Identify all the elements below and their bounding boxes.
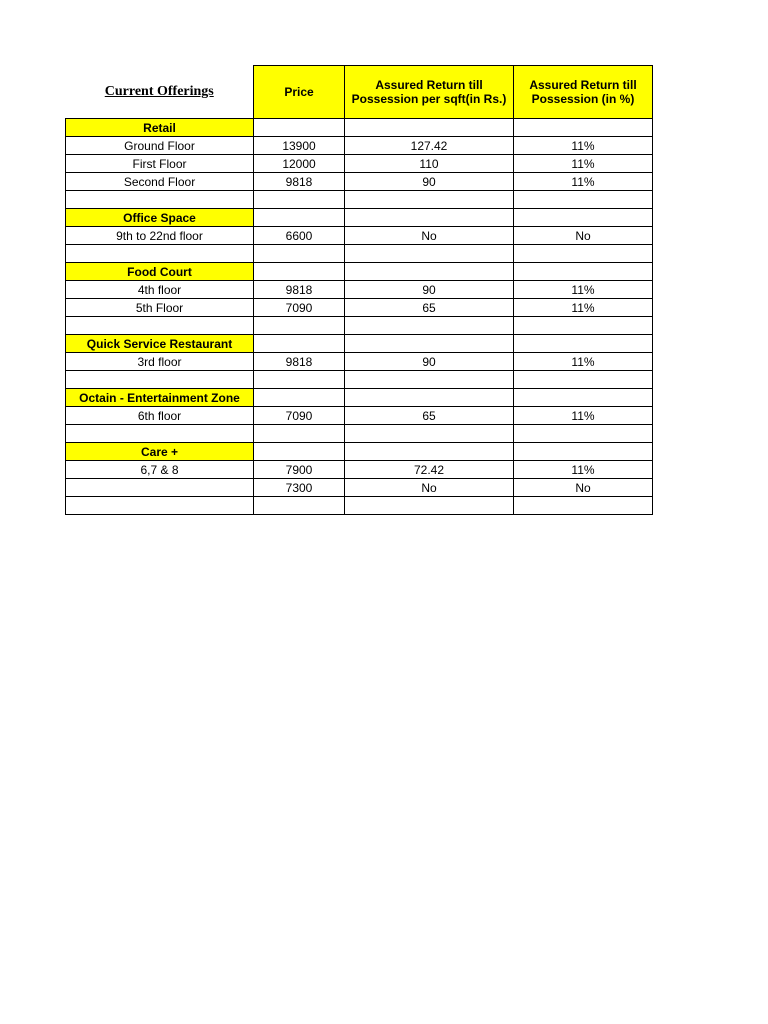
spacer-row — [66, 191, 653, 209]
return-pct-cell: 11% — [514, 353, 653, 371]
page-title: Current Offerings — [104, 83, 214, 99]
empty-cell — [514, 335, 653, 353]
table-row — [66, 479, 653, 497]
empty-cell — [514, 209, 653, 227]
empty-cell — [66, 371, 254, 389]
empty-cell — [66, 317, 254, 335]
row-label: 9th to 22nd floor — [66, 227, 254, 245]
empty-cell — [66, 425, 254, 443]
title-cell — [66, 66, 254, 119]
empty-cell — [514, 389, 653, 407]
return-sqft-cell: 127.42 — [345, 137, 514, 155]
empty-cell — [514, 371, 653, 389]
row-label: 3rd floor — [66, 353, 254, 371]
section-row-care — [66, 443, 653, 461]
empty-cell — [254, 263, 345, 281]
empty-cell — [345, 335, 514, 353]
price-cell: 9818 — [254, 173, 345, 191]
price-cell: 9818 — [254, 281, 345, 299]
empty-cell — [514, 263, 653, 281]
return-sqft-cell: No — [345, 227, 514, 245]
return-pct-cell: 11% — [514, 155, 653, 173]
price-cell: 7900 — [254, 461, 345, 479]
empty-cell — [254, 497, 345, 515]
empty-cell — [514, 119, 653, 137]
return-sqft-cell: 90 — [345, 353, 514, 371]
return-sqft-cell: 110 — [345, 155, 514, 173]
empty-cell — [254, 389, 345, 407]
spacer-row — [66, 245, 653, 263]
return-pct-cell: 11% — [514, 407, 653, 425]
spacer-row — [66, 425, 653, 443]
section-row-office — [66, 209, 653, 227]
empty-cell — [514, 497, 653, 515]
table-row — [66, 173, 653, 191]
empty-cell — [514, 245, 653, 263]
section-label-care: Care + — [66, 443, 254, 461]
return-sqft-cell: 72.42 — [345, 461, 514, 479]
empty-cell — [254, 245, 345, 263]
price-cell: 9818 — [254, 353, 345, 371]
table-row — [66, 227, 653, 245]
row-label: First Floor — [66, 155, 254, 173]
row-label: Ground Floor — [66, 137, 254, 155]
row-label: 5th Floor — [66, 299, 254, 317]
return-sqft-header: Assured Return till Possession per sqft(in Rs.) — [345, 66, 514, 119]
empty-cell — [345, 497, 514, 515]
price-cell: 7300 — [254, 479, 345, 497]
empty-cell — [345, 425, 514, 443]
spacer-row — [66, 371, 653, 389]
empty-cell — [66, 191, 254, 209]
section-label-retail: Retail — [66, 119, 254, 137]
section-label-octain: Octain - Entertainment Zone — [66, 389, 254, 407]
price-cell: 13900 — [254, 137, 345, 155]
return-sqft-cell: 65 — [345, 407, 514, 425]
table-row — [66, 281, 653, 299]
empty-cell — [345, 371, 514, 389]
empty-cell — [254, 119, 345, 137]
empty-cell — [66, 497, 254, 515]
empty-cell — [514, 425, 653, 443]
return-sqft-cell: 65 — [345, 299, 514, 317]
table-row — [66, 137, 653, 155]
empty-cell — [66, 245, 254, 263]
empty-cell — [345, 245, 514, 263]
header-row — [66, 66, 653, 119]
empty-cell — [254, 335, 345, 353]
return-pct-cell: No — [514, 479, 653, 497]
empty-cell — [345, 317, 514, 335]
return-pct-cell: 11% — [514, 281, 653, 299]
price-cell: 7090 — [254, 299, 345, 317]
section-label-food-court: Food Court — [66, 263, 254, 281]
spacer-row — [66, 497, 653, 515]
section-row-qsr — [66, 335, 653, 353]
empty-cell — [345, 443, 514, 461]
empty-cell — [254, 317, 345, 335]
table-row — [66, 353, 653, 371]
row-label: 6,7 & 8 — [66, 461, 254, 479]
return-pct-cell: 11% — [514, 299, 653, 317]
return-sqft-cell: 90 — [345, 173, 514, 191]
empty-cell — [514, 443, 653, 461]
empty-cell — [345, 263, 514, 281]
section-row-food-court — [66, 263, 653, 281]
empty-cell — [514, 191, 653, 209]
return-sqft-cell: No — [345, 479, 514, 497]
empty-cell — [345, 389, 514, 407]
section-label-qsr: Quick Service Restaurant — [66, 335, 254, 353]
price-cell: 12000 — [254, 155, 345, 173]
table-row — [66, 299, 653, 317]
empty-cell — [345, 209, 514, 227]
empty-cell — [345, 119, 514, 137]
empty-cell — [254, 371, 345, 389]
return-pct-header: Assured Return till Possession (in %) — [514, 66, 653, 119]
price-header: Price — [254, 66, 345, 119]
section-label-office: Office Space — [66, 209, 254, 227]
return-pct-cell: 11% — [514, 461, 653, 479]
table-row — [66, 461, 653, 479]
empty-cell — [514, 317, 653, 335]
empty-cell — [254, 191, 345, 209]
empty-cell — [254, 443, 345, 461]
price-cell: 7090 — [254, 407, 345, 425]
row-label: 4th floor — [66, 281, 254, 299]
empty-cell — [345, 191, 514, 209]
row-label: 6th floor — [66, 407, 254, 425]
return-pct-cell: 11% — [514, 137, 653, 155]
table-row — [66, 155, 653, 173]
row-label: Second Floor — [66, 173, 254, 191]
empty-cell — [254, 425, 345, 443]
section-row-octain — [66, 389, 653, 407]
section-row-retail — [66, 119, 653, 137]
return-pct-cell: 11% — [514, 173, 653, 191]
row-label — [66, 479, 254, 497]
table-row — [66, 407, 653, 425]
offerings-table — [65, 65, 653, 515]
spacer-row — [66, 317, 653, 335]
empty-cell — [254, 209, 345, 227]
price-cell: 6600 — [254, 227, 345, 245]
return-sqft-cell: 90 — [345, 281, 514, 299]
return-pct-cell: No — [514, 227, 653, 245]
